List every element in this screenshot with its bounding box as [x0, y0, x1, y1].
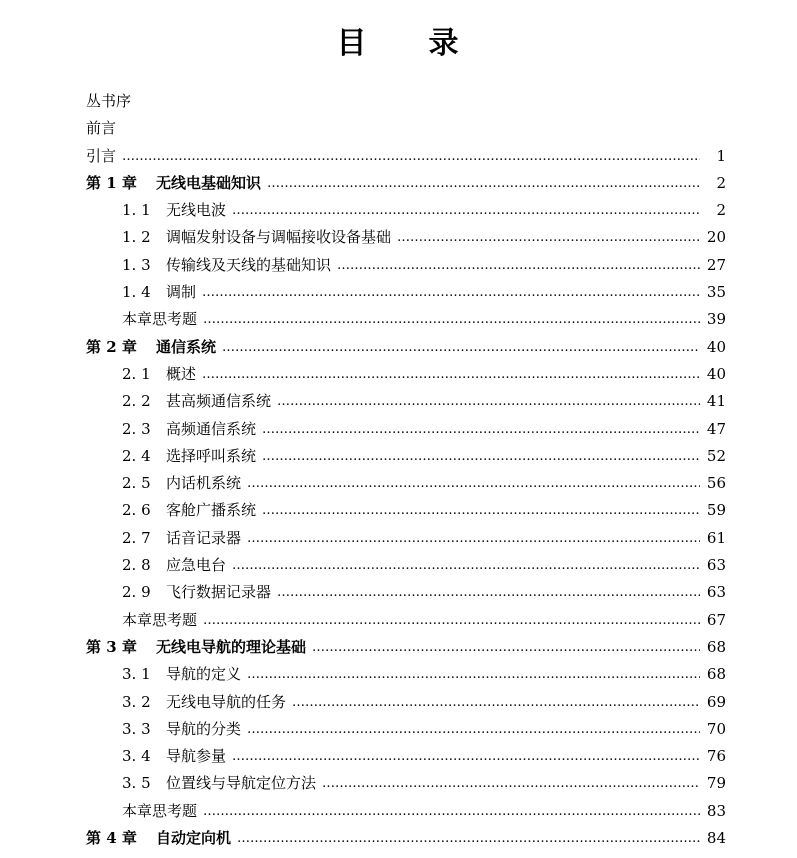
entry-title: 客舱广播系统 — [166, 501, 257, 520]
entry-title: 无线电波 — [166, 201, 227, 220]
dot-leader — [397, 224, 700, 251]
entry-page-number: 59 — [706, 501, 726, 520]
entry-title: 前言 — [86, 119, 117, 138]
toc-section-entry[interactable] — [86, 388, 726, 415]
entry-title: 导航的定义 — [166, 665, 242, 684]
toc-section-entry[interactable] — [86, 224, 726, 251]
dot-leader — [262, 443, 700, 470]
entry-page-number: 79 — [706, 774, 726, 793]
toc-section-entry[interactable] — [86, 579, 726, 606]
entry-title: 本章思考题 — [122, 310, 198, 329]
toc-front-matter-entry[interactable] — [86, 88, 726, 115]
dot-leader — [322, 770, 700, 797]
dot-leader — [203, 607, 700, 634]
entry-number: 2. 8 — [122, 556, 151, 575]
entry-number: 2. 4 — [122, 446, 151, 465]
toc-front-matter-entry[interactable] — [86, 143, 726, 170]
entry-page-number: 67 — [706, 610, 726, 629]
entry-page-number: 35 — [706, 283, 726, 302]
entry-page-number: 61 — [706, 528, 726, 547]
dot-leader — [202, 361, 700, 388]
toc-review-entry[interactable] — [86, 607, 726, 634]
entry-title: 话音记录器 — [166, 528, 242, 547]
title-char-2: 录 — [428, 26, 461, 61]
entry-number: 1. 1 — [122, 201, 151, 220]
entry-title: 内话机系统 — [166, 474, 242, 493]
entry-number: 2. 5 — [122, 474, 151, 493]
dot-leader — [202, 279, 700, 306]
entry-page-number: 27 — [706, 255, 726, 274]
entry-title: 本章思考题 — [122, 610, 198, 629]
entry-number: 3. 5 — [122, 774, 151, 793]
toc-chapter-entry[interactable] — [86, 634, 726, 661]
dot-leader — [267, 170, 700, 197]
dot-leader — [203, 306, 700, 333]
dot-leader — [237, 825, 700, 852]
toc-section-entry[interactable] — [86, 716, 726, 743]
entry-number: 3. 2 — [122, 692, 151, 711]
entry-page-number: 41 — [706, 392, 726, 411]
entry-page-number: 68 — [706, 637, 726, 656]
entry-page-number: 20 — [706, 228, 726, 247]
entry-title: 丛书序 — [86, 92, 132, 110]
entry-number: 1. 3 — [122, 255, 151, 274]
toc-section-entry[interactable] — [86, 689, 726, 716]
entry-page-number: 63 — [706, 583, 726, 602]
entry-title: 本章思考题 — [122, 801, 198, 820]
toc-section-entry[interactable] — [86, 197, 726, 224]
entry-page-number: 69 — [706, 692, 726, 711]
entry-page-number: 76 — [706, 747, 726, 766]
dot-leader — [203, 798, 700, 825]
toc-section-entry[interactable] — [86, 361, 726, 388]
entry-number: 3. 3 — [122, 719, 151, 738]
entry-number: 1. 2 — [122, 228, 151, 247]
table-of-contents — [86, 88, 726, 852]
entry-number: 第 1 章 — [86, 173, 137, 192]
toc-section-entry[interactable] — [86, 552, 726, 579]
entry-title: 传输线及天线的基础知识 — [166, 255, 332, 274]
entry-title: 无线电导航的任务 — [166, 692, 287, 711]
page-title — [0, 18, 797, 62]
dot-leader — [312, 634, 700, 661]
entry-page-number: 52 — [706, 446, 726, 465]
entry-title: 通信系统 — [156, 337, 217, 356]
entry-number: 2. 1 — [122, 364, 151, 383]
dot-leader — [262, 416, 700, 443]
entry-title: 调制 — [166, 283, 197, 302]
entry-number: 第 2 章 — [86, 337, 137, 356]
toc-chapter-entry[interactable] — [86, 825, 726, 852]
entry-page-number: 40 — [706, 337, 726, 356]
entry-page-number: 70 — [706, 719, 726, 738]
dot-leader — [277, 579, 700, 606]
title-char-1: 目 — [336, 26, 369, 61]
entry-title: 导航参量 — [166, 747, 227, 766]
entry-title: 导航的分类 — [166, 719, 242, 738]
dot-leader — [247, 470, 700, 497]
entry-page-number: 84 — [706, 829, 726, 848]
dot-leader — [262, 497, 700, 524]
entry-title: 选择呼叫系统 — [166, 446, 257, 465]
toc-section-entry[interactable] — [86, 743, 726, 770]
entry-title: 位置线与导航定位方法 — [166, 774, 317, 793]
entry-title: 无线电导航的理论基础 — [156, 637, 307, 656]
toc-section-entry[interactable] — [86, 279, 726, 306]
entry-page-number: 83 — [706, 801, 726, 820]
entry-number: 2. 2 — [122, 392, 151, 411]
toc-section-entry[interactable] — [86, 525, 726, 552]
entry-number: 2. 9 — [122, 583, 151, 602]
toc-section-entry[interactable] — [86, 416, 726, 443]
dot-leader — [122, 143, 700, 170]
toc-section-entry[interactable] — [86, 470, 726, 497]
toc-review-entry[interactable] — [86, 798, 726, 825]
dot-leader — [247, 716, 700, 743]
entry-title: 引言 — [86, 146, 117, 165]
entry-title: 概述 — [166, 364, 197, 383]
entry-page-number: 39 — [706, 310, 726, 329]
entry-page-number: 2 — [716, 173, 726, 192]
entry-page-number: 56 — [706, 474, 726, 493]
entry-title: 甚高频通信系统 — [166, 392, 272, 411]
entry-number: 2. 6 — [122, 501, 151, 520]
dot-leader — [222, 334, 700, 361]
entry-number: 2. 7 — [122, 528, 151, 547]
entry-title: 自动定向机 — [156, 829, 232, 848]
dot-leader — [277, 388, 700, 415]
toc-chapter-entry[interactable] — [86, 170, 726, 197]
entry-title: 高频通信系统 — [166, 419, 257, 438]
entry-page-number: 68 — [706, 665, 726, 684]
entry-title: 无线电基础知识 — [156, 173, 262, 192]
entry-page-number: 2 — [716, 201, 726, 220]
entry-number: 3. 1 — [122, 665, 151, 684]
entry-page-number: 1 — [716, 146, 726, 165]
toc-front-matter-entry[interactable] — [86, 115, 726, 142]
entry-page-number: 47 — [706, 419, 726, 438]
entry-number: 1. 4 — [122, 283, 151, 302]
entry-number: 2. 3 — [122, 419, 151, 438]
dot-leader — [232, 552, 700, 579]
toc-chapter-entry[interactable] — [86, 334, 726, 361]
entry-number: 第 3 章 — [86, 637, 137, 656]
entry-page-number: 40 — [706, 364, 726, 383]
dot-leader — [247, 525, 700, 552]
dot-leader — [247, 661, 700, 688]
entry-number: 第 4 章 — [86, 829, 137, 848]
toc-section-entry[interactable] — [86, 252, 726, 279]
entry-title: 飞行数据记录器 — [166, 583, 272, 602]
toc-section-entry[interactable] — [86, 497, 726, 524]
toc-review-entry[interactable] — [86, 306, 726, 333]
toc-section-entry[interactable] — [86, 770, 726, 797]
dot-leader — [232, 743, 700, 770]
dot-leader — [292, 689, 700, 716]
entry-page-number: 63 — [706, 556, 726, 575]
entry-title: 调幅发射设备与调幅接收设备基础 — [166, 228, 392, 247]
dot-leader — [337, 252, 700, 279]
entry-title: 应急电台 — [166, 556, 227, 575]
entry-number: 3. 4 — [122, 747, 151, 766]
toc-section-entry[interactable] — [86, 661, 726, 688]
dot-leader — [232, 197, 700, 224]
toc-section-entry[interactable] — [86, 443, 726, 470]
